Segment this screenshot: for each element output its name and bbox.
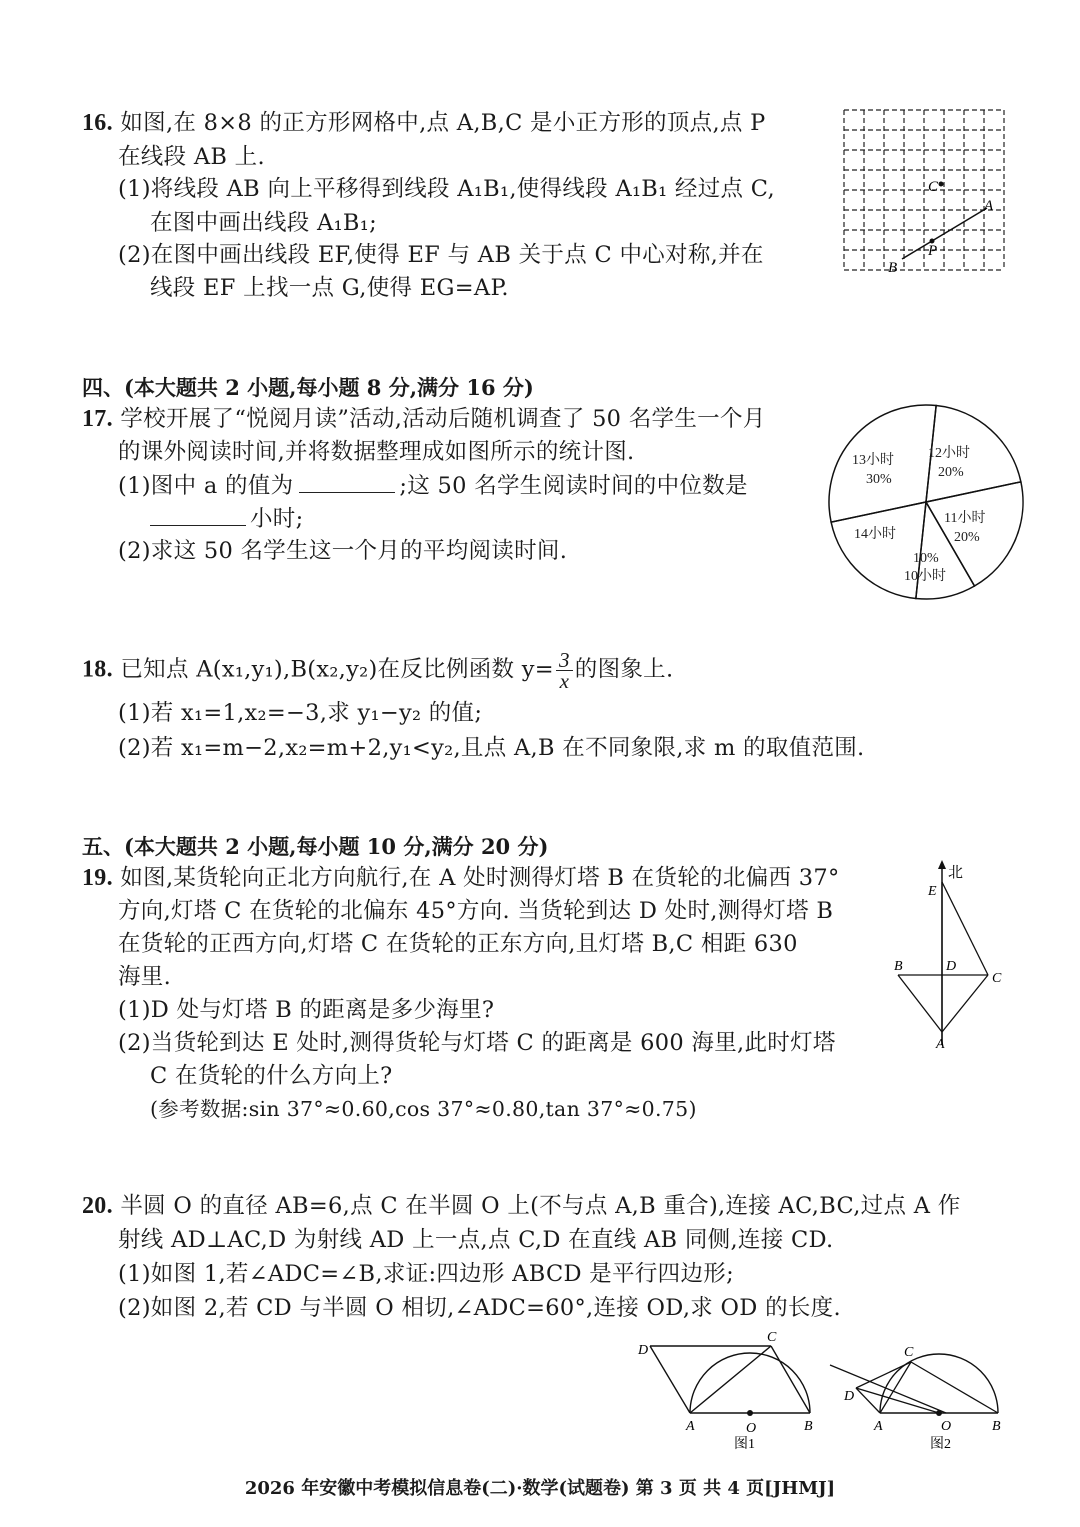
q16-line3: (1)将线段 AB 向上平移得到线段 A₁B₁,使得线段 A₁B₁ 经过点 C,	[118, 176, 775, 202]
q20-text-1: 半圆 O 的直径 AB=6,点 C 在半圆 O 上(不与点 A,B 重合),连接 AC,BC,过点 A 作	[120, 1193, 961, 1219]
fraction-3-over-x	[556, 650, 573, 691]
page-footer: 2026 年安徽中考模拟信息卷(二)·数学(试题卷) 第 3 页 共 4 页[JHMJ]	[244, 1478, 836, 1499]
label-a: A	[984, 198, 994, 214]
q16-text-1: 如图,在 8×8 的正方形网格中,点 A,B,C 是小正方形的顶点,点 P	[120, 110, 766, 136]
q19-line1	[82, 863, 840, 893]
pie-label-12h: 12小时	[928, 446, 970, 461]
q17-line3	[118, 470, 748, 501]
line-bc-1	[771, 1346, 810, 1413]
label-c-fig2: C	[904, 1345, 914, 1360]
label-a-fig2: A	[874, 1419, 883, 1434]
q18-line2: (1)若 x₁=1,x₂=−3,求 y₁−y₂ 的值;	[118, 700, 483, 726]
label-o-fig2: O	[941, 1419, 952, 1434]
label-b-fig1: B	[804, 1419, 813, 1434]
pie-label-10h: 10小时	[904, 569, 946, 584]
line-bc-2	[911, 1362, 998, 1413]
q19-line5: (1)D 处与灯塔 B 的距离是多少海里?	[118, 997, 495, 1023]
section-5-heading: 五、(本大题共 2 小题,每小题 10 分,满分 20 分)	[82, 834, 549, 859]
q16-line2: 在线段 AB 上.	[118, 144, 265, 170]
line-da-1	[650, 1346, 690, 1413]
q18-line1	[82, 650, 673, 691]
q18-text-1a: 已知点 A(x₁,y₁),B(x₂,y₂)在反比例函数 y=	[120, 656, 554, 683]
pie-label-11h: 11小时	[944, 511, 986, 526]
north-label: 北	[948, 865, 964, 881]
q20-line3: (1)如图 1,若∠ADC=∠B,求证:四边形 ABCD 是平行四边形;	[118, 1261, 734, 1287]
q20-figure-1	[630, 1330, 830, 1450]
fig2-caption: 图2	[930, 1437, 951, 1450]
label-d-fig2: D	[844, 1389, 855, 1404]
label-a-fig1: A	[686, 1419, 695, 1434]
label-d-fig1: D	[638, 1343, 649, 1358]
q20-line1	[82, 1191, 961, 1221]
label-p: P	[928, 243, 938, 259]
pie-pct-13h: 30%	[866, 472, 892, 487]
q19-line6: (2)当货轮到达 E 处时,测得货轮与灯塔 C 的距离是 600 海里,此时灯塔	[118, 1030, 836, 1056]
pie-label-14h: 14小时	[854, 527, 896, 542]
fig1-caption: 图1	[734, 1437, 755, 1450]
q17-text-1: 学校开展了“悦阅月读”活动,活动后随机调查了 50 名学生一个月	[120, 406, 766, 432]
answer-blank-a[interactable]	[299, 470, 395, 493]
q17-text-4: 小时;	[250, 506, 304, 532]
q16-line1	[82, 108, 766, 138]
q16-line5: (2)在图中画出线段 EF,使得 EF 与 AB 关于点 C 中心对称,并在	[118, 242, 764, 268]
q19-text-1: 如图,某货轮向正北方向航行,在 A 处时测得灯塔 B 在货轮的北偏西 37°	[120, 865, 840, 891]
label-b-19: B	[894, 959, 903, 974]
q16-grid-figure	[840, 104, 1010, 284]
q16-number: 16.	[82, 110, 113, 136]
pie-pct-11h: 20%	[954, 530, 980, 545]
q19-line8: (参考数据:sin 37°≈0.60,cos 37°≈0.80,tan 37°≈0.75)	[150, 1097, 697, 1121]
label-d: D	[946, 959, 957, 974]
label-c-fig1: C	[767, 1330, 777, 1345]
north-arrow-head	[938, 860, 946, 869]
center-o-2	[936, 1410, 942, 1416]
q17-line2: 的课外阅读时间,并将数据整理成如图所示的统计图.	[118, 439, 635, 465]
answer-blank-median[interactable]	[150, 503, 246, 526]
q16-line6: 线段 EF 上找一点 G,使得 EG=AP.	[150, 275, 509, 301]
q17-number: 17.	[82, 406, 113, 432]
q19-line4: 海里.	[118, 964, 172, 990]
fraction-numerator: 3	[556, 650, 573, 671]
q19-line3: 在货轮的正西方向,灯塔 C 在货轮的正东方向,且灯塔 B,C 相距 630	[118, 931, 798, 957]
q20-figure-2	[826, 1330, 1016, 1450]
fraction-denominator: x	[559, 669, 570, 693]
label-a-19: A	[936, 1037, 945, 1052]
pie-pct-10h: 10%	[913, 551, 939, 566]
label-e: E	[928, 884, 937, 899]
q20-number: 20.	[82, 1193, 113, 1219]
q19-number: 19.	[82, 865, 113, 891]
section-4-heading: 四、(本大题共 2 小题,每小题 8 分,满分 16 分)	[82, 375, 534, 400]
pie-chart	[826, 402, 1026, 602]
q18-number: 18.	[82, 656, 113, 683]
label-c: C	[928, 179, 939, 195]
q18-line3: (2)若 x₁=m−2,x₂=m+2,y₁<y₂,且点 A,B 在不同象限,求 m 的取值范围.	[118, 735, 865, 761]
label-b-fig2: B	[992, 1419, 1001, 1434]
q19-navigation-figure	[888, 860, 1018, 1060]
center-o-1	[747, 1410, 753, 1416]
line-ac	[942, 975, 988, 1032]
q16-line4: 在图中画出线段 A₁B₁;	[150, 210, 377, 236]
q17-line4	[150, 503, 303, 534]
q19-line2: 方向,灯塔 C 在货轮的北偏东 45°方向. 当货轮到达 D 处时,测得灯塔 B	[118, 898, 834, 924]
line-ab	[898, 975, 942, 1032]
pie-pct-12h: 20%	[938, 465, 964, 480]
q20-line2: 射线 AD⊥AC,D 为射线 AD 上一点,点 C,D 在直线 AB 同侧,连接 CD.	[118, 1227, 834, 1253]
label-c-19: C	[992, 971, 1002, 986]
q18-text-1b: 的图象上.	[574, 656, 674, 683]
pie-label-13h: 13小时	[852, 453, 894, 468]
q17-text-3a: (1)图中 a 的值为	[118, 473, 294, 499]
point-c	[939, 182, 944, 187]
q17-line1	[82, 404, 766, 434]
q17-text-3b: ;这 50 名学生阅读时间的中位数是	[399, 473, 748, 499]
label-b: B	[888, 260, 898, 276]
q20-line4: (2)如图 2,若 CD 与半圆 O 相切,∠ADC=60°,连接 OD,求 OD 的长度.	[118, 1295, 841, 1321]
label-o-fig1: O	[746, 1421, 757, 1436]
q19-line7: C 在货轮的什么方向上?	[150, 1063, 393, 1089]
q17-line5: (2)求这 50 名学生这一个月的平均阅读时间.	[118, 538, 568, 564]
